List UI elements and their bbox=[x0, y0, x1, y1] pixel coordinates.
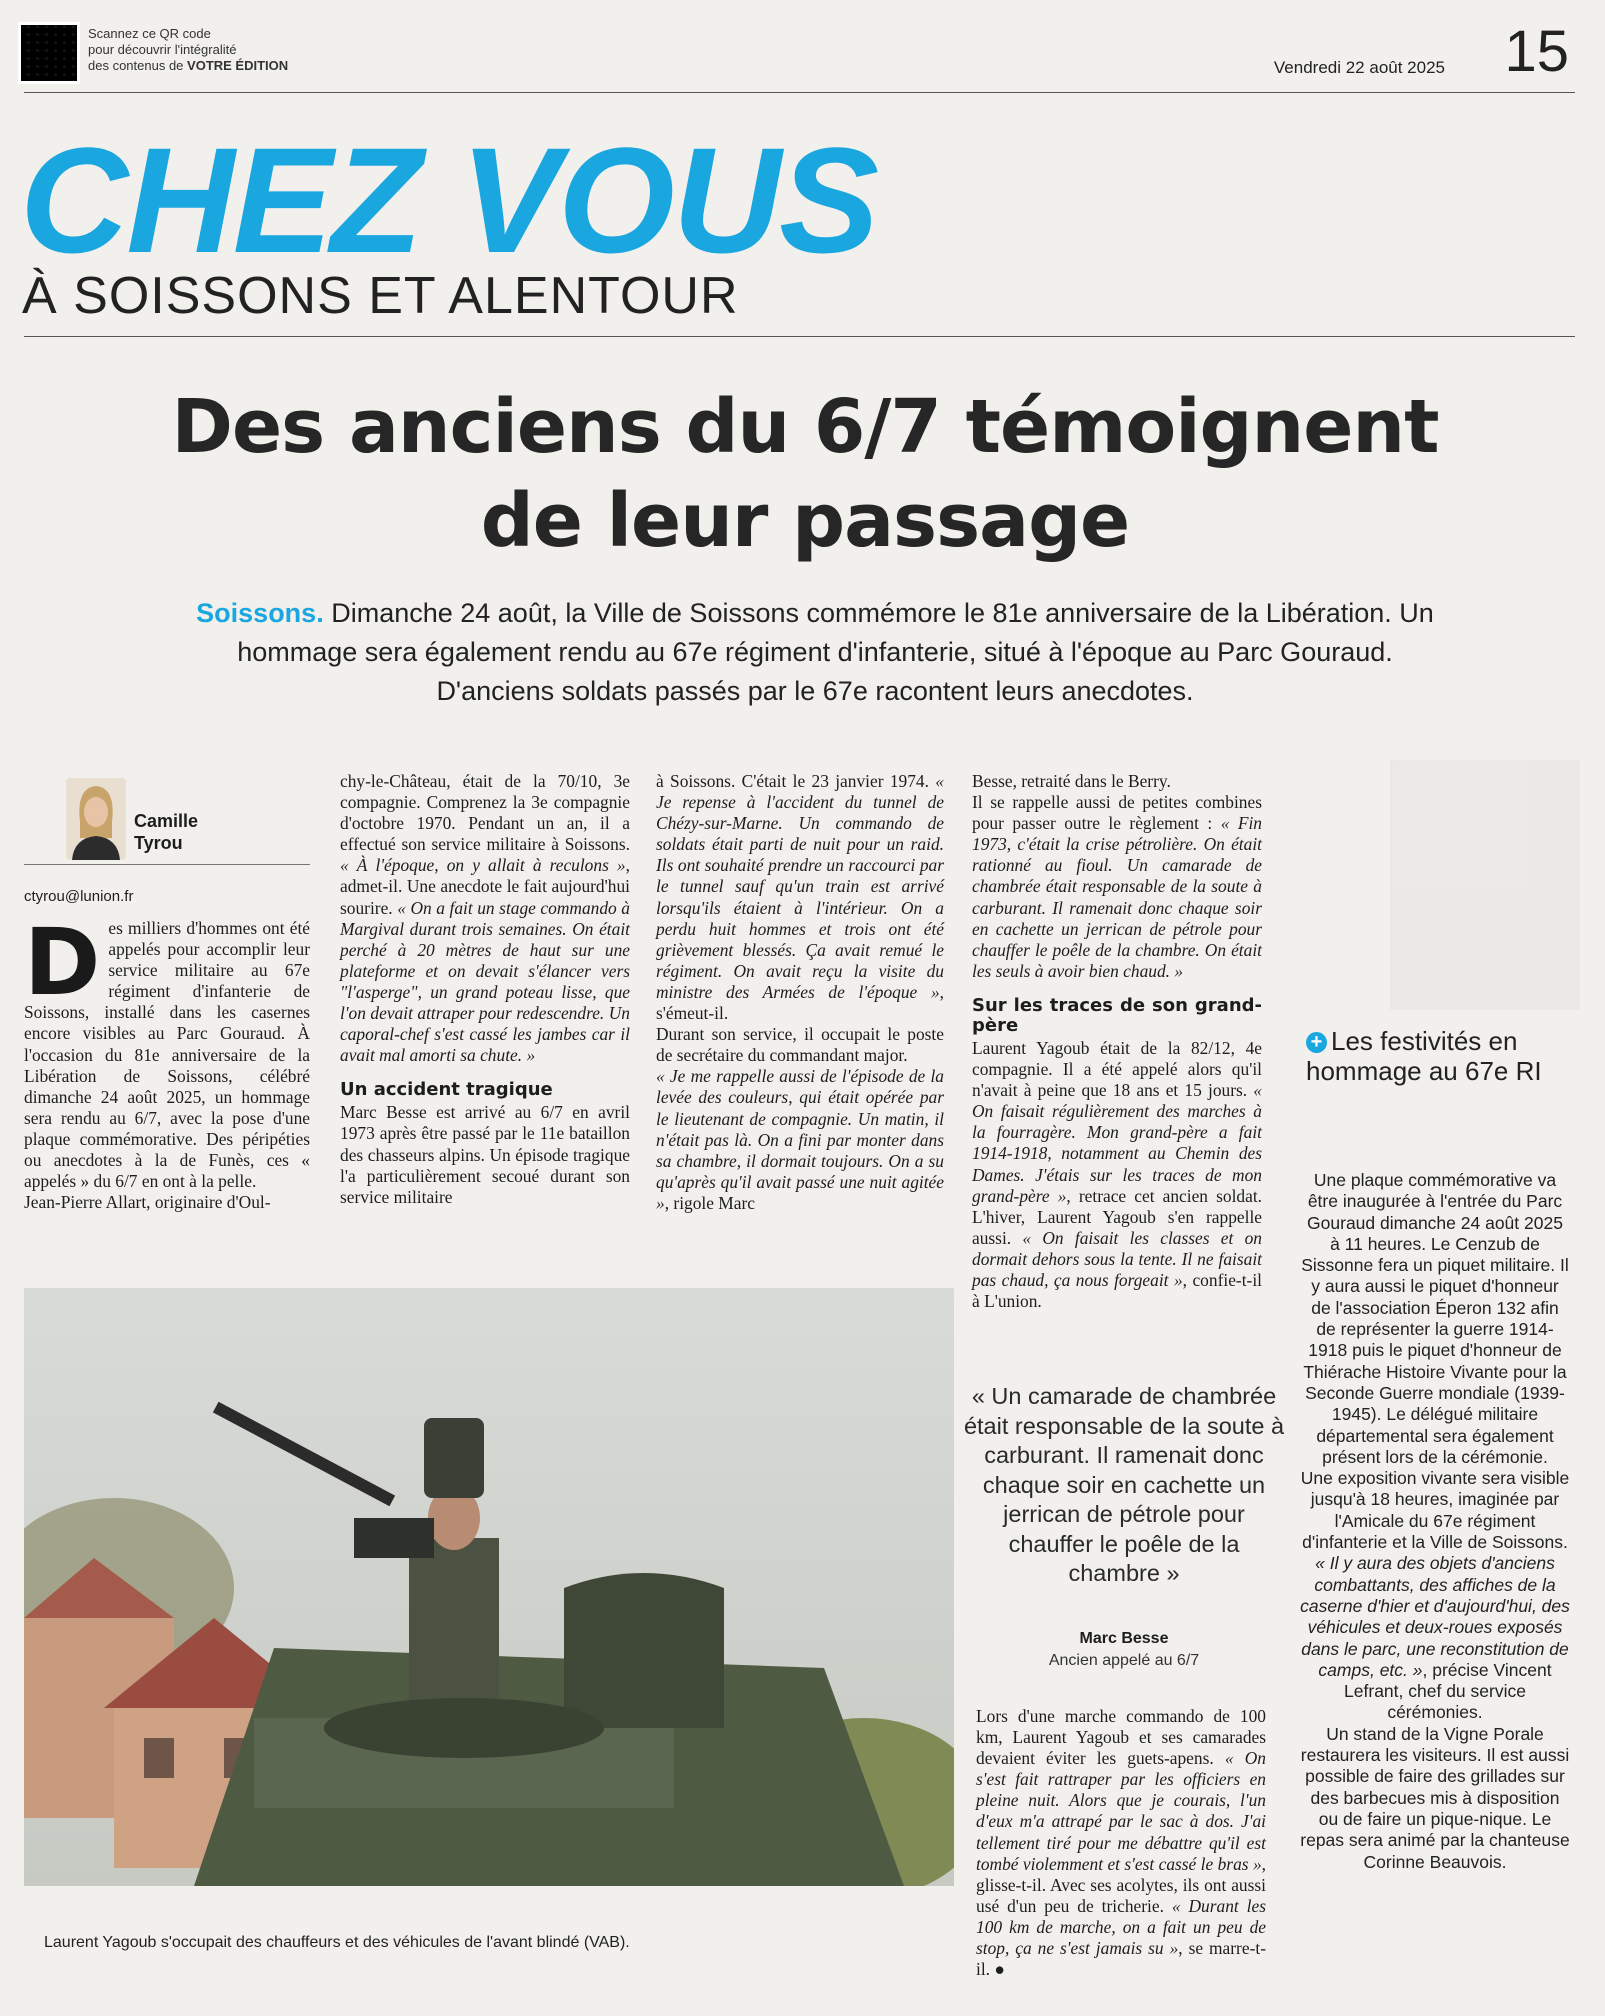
subhead-grandfather: Sur les traces de son grand-père bbox=[972, 994, 1262, 1036]
pull-quote-author: Marc Besse bbox=[1079, 1630, 1169, 1647]
qr-caption: Scannez ce QR code pour découvrir l'intégralité des contenus de VOTRE ÉDITION bbox=[88, 26, 289, 73]
article-lead: Soissons. Dimanche 24 août, la Ville de Soissons commémore le 81e anniversaire de la Libération. Un hommage sera également rendu au 67e régiment d'infanterie, situé à l'époque au Parc Gouraud. D'anciens soldats passés par le 67e racontent leurs anecdotes. bbox=[196, 598, 1434, 706]
author-photo bbox=[66, 778, 126, 860]
column-1: Des milliers d'hommes ont été appelés pour accomplir leur service militaire au 67e régiment d'infanterie de Soissons, installé dans les casernes encore visibles au Parc Gouraud. À l'occasion du 81e anniversaire de la Libération de Soissons, célébré dimanche 24 août 2025, un hommage sera rendu au 6/7, avec la pose d'une plaque commémorative. Des péripéties ou anecdotes à la de Funès, ces « appelés » du 6/7 en ont à la pelle. Jean-Pierre Allart, originaire d'Oul- bbox=[24, 909, 310, 1213]
page-number: 15 bbox=[1504, 19, 1569, 84]
dropcap: D bbox=[24, 909, 101, 1016]
section-title: CHEZ VOUS bbox=[20, 116, 878, 284]
section-subtitle: À SOISSONS ET ALENTOUR bbox=[22, 267, 739, 325]
pull-quote: « Un camarade de chambrée était responsable de la soute à carburant. Il ramenait donc chaque soir en cachette un jerrican de pétrole pour chauffer le poêle de la chambre » bbox=[963, 1383, 1285, 1586]
bleed-through-box bbox=[1390, 760, 1580, 1010]
lead-place: Soissons. bbox=[196, 598, 324, 628]
column-3: à Soissons. C'était le 23 janvier 1974. « Je repense à l'accident du tunnel de Chézy-sur-Marne. Un commando de soldats était parti de nuit pour un raid. Ils ont souhaité prendre un raccourci par le tunnel sauf qu'un train est arrivé lorsqu'ils étaient à l'intérieur. On a perdu huit hommes et trois ont été grièvement blessés. Ça avait remué le régiment. On avait reçu la visite du ministre des Armées de l'époque », s'émeut-il. Durant son service, il occupait le poste de secrétaire du commandant major. « Je me rappelle aussi de l'épisode de la levée des couleurs, qui était opérée par le lieutenant de compagnie. Un matin, il n'était pas là. On a fini par monter dans sa chambre, il dormait toujours. On a su qu'après qu'il avait passé une nuit agitée », rigole Marc bbox=[656, 771, 944, 1213]
section-rule bbox=[24, 336, 1575, 337]
issue-date: Vendredi 22 août 2025 bbox=[1273, 58, 1445, 77]
article-photo bbox=[24, 1288, 954, 1886]
plus-icon: + bbox=[1306, 1032, 1327, 1053]
subhead-accident: Un accident tragique bbox=[340, 1079, 553, 1101]
sidebar-title: + Les festivités en hommage au 67e RI bbox=[1306, 1026, 1542, 1086]
article-headline: Des anciens du 6/7 témoignent de leur passage bbox=[171, 384, 1439, 564]
author-email[interactable]: ctyrou@lunion.fr bbox=[24, 888, 134, 905]
pull-quote-role: Ancien appelé au 6/7 bbox=[1048, 1652, 1200, 1669]
column-4-top: Besse, retraité dans le Berry. Il se rappelle aussi de petites combines pour passer outre le règlement : « Fin 1973, c'était la crise pétrolière. On était rationné au fioul. Un camarade de chambrée était responsable de la soute à carburant. Il ramenait donc chaque soir en cachette un jerrican de pétrole pour chauffer le poêle de la chambre. On était les seuls à avoir bien chaud. » Sur les traces de son grand-père Laurent Yagoub était de la 82/12, 4e compagnie. Il a été appelé alors qu'il n'avait à peine que 18 ans et 15 jours. « On faisait régulièrement des marches à la fourragère. Mon grand-père a fait 1914-1918, notamment au Chemin des Dames. J'étais sur les traces de mon grand-père », retrace cet ancien soldat. L'hiver, Laurent Yagoub s'en rappelle aussi. « On faisait les classes et on dormait dehors sous la tente. Il ne faisait pas chaud, ça nous forgeait », confie-t-il à L'union. bbox=[972, 771, 1262, 1312]
header-rule bbox=[24, 92, 1575, 93]
author-rule bbox=[24, 864, 310, 865]
sidebar-body: Une plaque commémorative va être inaugurée à l'entrée du Parc Gouraud dimanche 24 août 2025 à 11 heures. Le Cenzub de Sissonne fera un piquet militaire. Il y aura aussi le piquet d'honneur de l'association Éperon 132 afin de représenter la guerre 1914-1918 puis le piquet d'honneur de Thiérache Histoire Vivante pour la Seconde Guerre mondiale (1939-1945). Le délégué militaire départemental sera également présent lors de la cérémonie. Une exposition vivante sera visible jusqu'à 18 heures, imaginée par l'Amicale du 67e régiment d'infanterie et la Ville de Soissons. « Il y aura des objets d'anciens combattants, des affiches de la caserne d'hier et d'aujourd'hui, des véhicules et deux-roues exposés dans le parc, une reconstitution de camps, etc. », précise Vincent Lefrant, chef du service cérémonies. Un stand de la Vigne Porale restaurera les visiteurs. Il est aussi possible de faire des grillades sur des barbecues mis à disposition ou de faire un pique-nique. Le repas sera animé par la chanteuse Corinne Beauvois. bbox=[1300, 1170, 1570, 1872]
column-2: chy-le-Château, était de la 70/10, 3e compagnie. Comprenez la 3e compagnie d'octobre 1970. Pendant un an, il a effectué son service militaire à Soissons. « À l'époque, on y allait à reculons », admet-il. Une anecdote le fait aujourd'hui sourire. « On a fait un stage commando à Margival durant trois semaines. On était perché à 20 mètres de haut sur une plateforme et on devait s'élancer vers "l'asperge", un grand poteau lisse, que l'on devait attraper pour redescendre. Un caporal-chef s'est cassé les jambes car il avait mal amorti sa chute. » Un accident tragique Marc Besse est arrivé au 6/7 en avril 1973 après être passé par le 11e bataillon des chasseurs alpins. Un épisode tragique l'a particulièrement secoué durant son service militaire bbox=[340, 771, 630, 1207]
photo-caption: Laurent Yagoub s'occupait des chauffeurs et des véhicules de l'avant blindé (VAB). bbox=[44, 1934, 630, 1951]
column-4-bottom: Lors d'une marche commando de 100 km, Laurent Yagoub et ses camarades devaient éviter les guets-apens. « On s'est fait rattraper par les officiers en pleine nuit. Alors que je courais, l'un d'eux m'a attrapé par le sac à dos. J'ai tellement tiré pour me débattre qu'il est tombé violemment et s'est cassé le bras », glisse-t-il. Avec ses acolytes, ils ont aussi usé d'un peu de tricherie. « Durant les 100 km de marche, on a fait un peu de stop, ça ne s'est jamais su », se marre-t-il. ● bbox=[976, 1706, 1266, 1980]
qr-code-icon[interactable] bbox=[18, 22, 80, 84]
author-name: Camille Tyrou bbox=[134, 811, 199, 853]
